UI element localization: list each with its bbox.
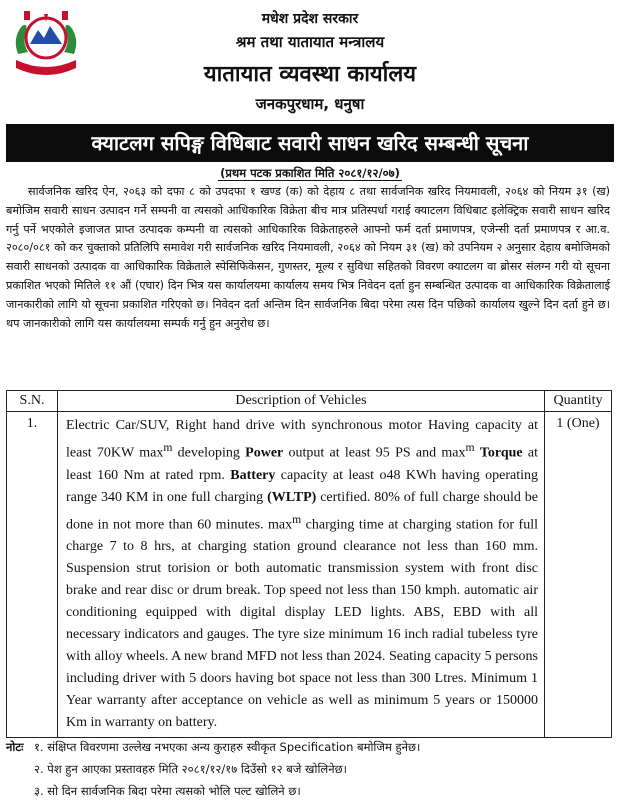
desc-battery: Battery — [230, 467, 276, 483]
table-header-row — [7, 391, 612, 412]
publication-date — [0, 166, 620, 181]
desc-text-6: capacity at least o48 KWh having operating range 340 KM in one full charging — [66, 467, 538, 505]
desc-text-7: certified. 80% of full charge should be done in not more than 60 minutes. max — [66, 489, 538, 533]
desc-text-1: Electric Car/SUV, Right hand drive with synchronous motor Having capacity at least 70KW max — [66, 418, 538, 461]
table-row — [7, 412, 612, 738]
note-item — [6, 758, 612, 780]
desc-text-3: output at least 95 PS and max — [283, 445, 466, 461]
publication-date-text: (प्रथम पटक प्रकाशित मिति २०८१/१२/०७) — [220, 166, 400, 180]
vehicle-spec-table — [6, 390, 612, 738]
desc-text-5: at least 160 Nm at rated rpm. — [66, 445, 539, 483]
notice-title-banner: क्याटलग सपिङ्ग विधिबाट सवारी साधन खरिद सम्बन्धी सूचना — [6, 124, 614, 162]
desc-power: Power — [245, 445, 284, 461]
notes-section — [6, 736, 612, 802]
note-text: २. पेश हुन आएका प्रस्तावहरु मिति २०८१/१२/१७ दिउँसो १२ बजे खोलिनेछ। — [34, 762, 348, 776]
col-header-description: Description of Vehicles — [58, 391, 545, 412]
notice-body-paragraph: सार्वजनिक खरिद ऐन, २०६३ को दफा ८ को उपदफा १ खण्ड (क) को देहाय ८ तथा सार्वजनिक खरिद नियमावली, २०६४ को नियम ३१ (ख) बमोजिम सवारी साधन उत्पादन गर्ने सम्पनी वा त्यसको आधिकारिक विक्रेता बीच मात्र प्रतिस्पर्धा गराई क्याटलग विधिबाट इलेक्ट्रिक सवारी साधन खरिद गर्नु पर्ने भएकोले इजाजत प्राप्त उत्पादक कम्पनी वा त्यसको आधिकारिक विक्रेताहरुले आफ्नो फर्म दर्ता प्रमाणपत्र, एजेन्सी दर्ता प्रमाणपत्र र आ.व. २०८०/०८१ को कर चुक्ताको प्रतिलिपि समावेश गरी सार्वजनिक खरिद नियमावली, २०६४ को नियम ३१ (ख) को उपनियम २ अनुसार देहाय बमोजिमको सवारी साधनको उत्पादक वा आधिकारिक विक्रेताले स्पेसिफिकेसन, गुणस्तर, मूल्य र सुविधा सहितको विवरण क्याटलग वा ब्रोसर संलग्न गरी यो सूचना प्रकाशित भएको मितिले ११ औं (एघार) दिन भित्र यस कार्यालयमा कार्यालय समय भित्र निवेदन दर्ता हुन सम्बन्धित उत्पादक वा आधिकारिक विक्रेतालाई जानकारीको लागि यो सूचना प्रकाशित गरिएको छ। निवेदन दर्ता अन्तिम दिन सार्वजनिक बिदा परेमा त्यस दिन पछिको कार्यालय खुल्ने दिन दर्ता हुने छ। थप जानकारीको लागि यस कार्यालयमा सम्पर्क गर्नु हुन अनुरोध छ। — [6, 185, 610, 330]
row-quantity: 1 (One) — [545, 412, 612, 738]
desc-text-8: charging time at charging station for full charge 7 to 8 hrs, at charging station ground clearance not less than 160 mm. Suspension strut torision or both automatic transmission system with front disc brake and rear disc or drum break. Top speed not less than 150 kmph. automatic air conditioning equipped with digital display LED lights. ABS, EBD with all necessary indicators and gauges. The tyre size minimum 16 inch radial tubeless tyre with alloy wheels. A new brand MFD not less than 2024. Seating capacity 5 persons including driver with 5 doors having bot space not less than 300 Ltres. Minimum 1 Year warranty after acceptance on vehicle as well as minimum 5 years or 150000 Km in warranty on battery. — [66, 517, 538, 731]
office-location: जनकपुरधाम, धनुषा — [255, 95, 365, 113]
note-text: १. संक्षिप्त विवरणमा उल्लेख नभएका अन्य कुराहरु स्वीकृत Specification बमोजिम हुनेछ। — [34, 740, 421, 754]
col-header-quantity: Quantity — [545, 391, 612, 412]
province-government-title: मधेश प्रदेश सरकार — [261, 11, 359, 27]
ministry-title: श्रम तथा यातायात मन्त्रालय — [235, 33, 385, 51]
col-header-sn: S.N. — [7, 391, 58, 412]
note-text: ३. सो दिन सार्वजनिक बिदा परेमा त्यसको भोलि पल्ट खोलिने छ। — [34, 784, 301, 798]
desc-sup-1: m — [163, 441, 173, 454]
desc-wltp: (WLTP) — [267, 489, 317, 505]
desc-text-2: developing — [172, 445, 246, 461]
row-sn: 1. — [7, 412, 58, 738]
note-item — [6, 736, 612, 758]
row-description — [58, 412, 545, 738]
office-title: यातायात व्यवस्था कार्यालय — [203, 62, 417, 87]
notes-label: नोटः — [6, 740, 24, 754]
desc-torque: Torque — [479, 445, 523, 461]
desc-sup-3: m — [292, 512, 302, 526]
note-item — [6, 780, 612, 802]
desc-sup-2: m — [465, 441, 475, 454]
